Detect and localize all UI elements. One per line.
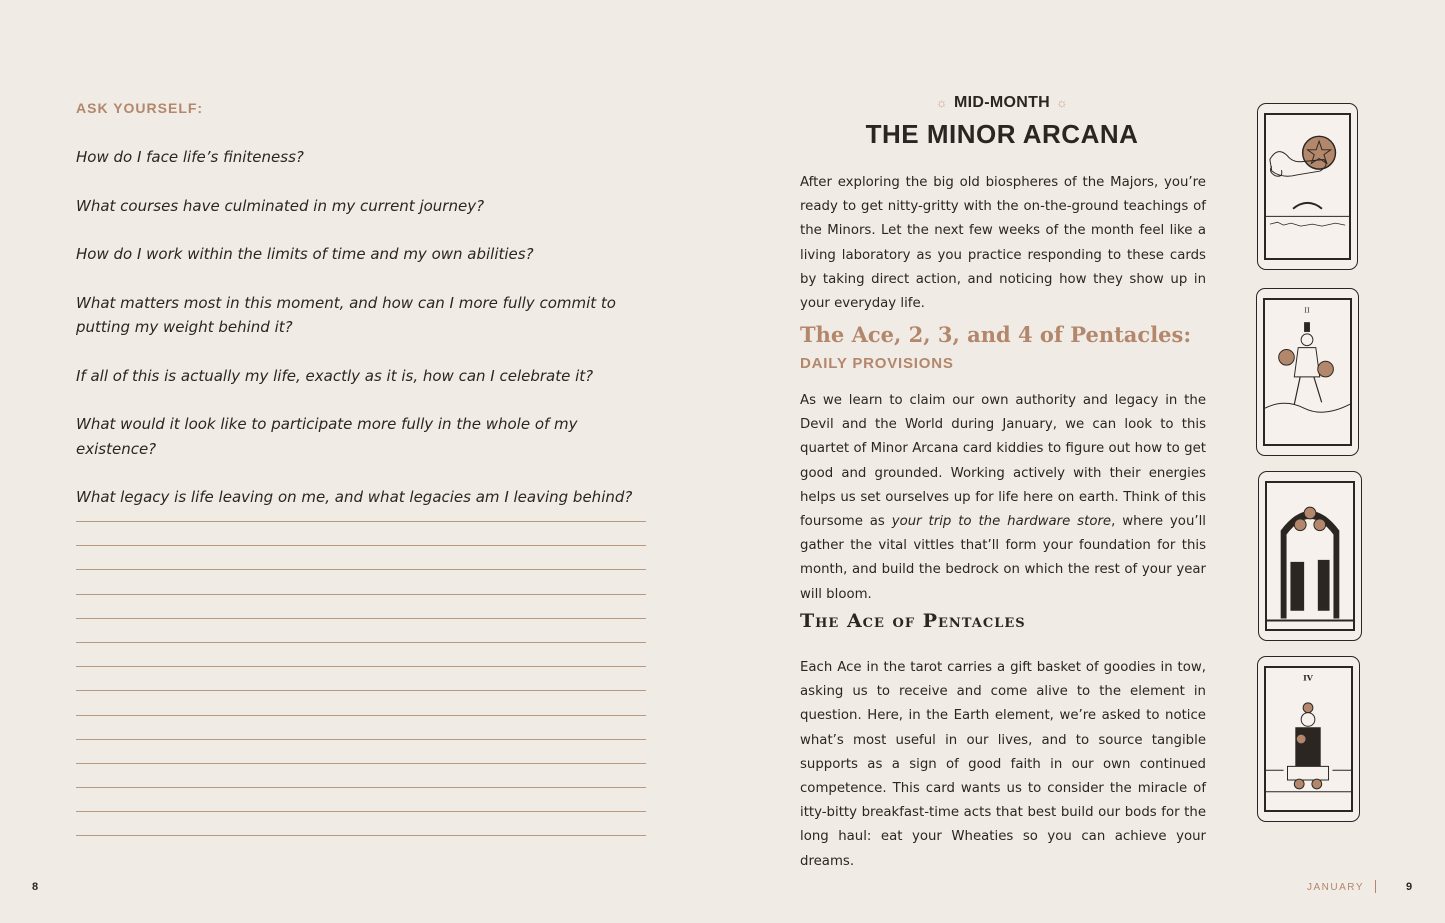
question-item: What would it look like to participate more fully in the whole of my existence? [76, 415, 578, 458]
running-head: JANUARY [1307, 882, 1364, 893]
right-page-number: 9 [1406, 881, 1413, 893]
left-page [0, 0, 722, 923]
ace-paragraph: Each Ace in the tarot carries a gift basket of goodies in tow, asking us to receive and come alive to the element in question. Here, in the Earth element, we’re asked to notice what’s most useful in our lives, and to source tangible supports as a sign of good faith in our own continued competence. This card wants us to consider the miracle of itty-bitty breakfast-time acts that best build our bods for the long haul: eat your Wheaties so you can achieve your dreams. [800, 660, 1206, 869]
writing-line [76, 642, 646, 643]
four-of-pentacles-icon [1266, 668, 1351, 810]
section-paragraph [800, 389, 1206, 607]
journal-writing-lines[interactable] [76, 521, 646, 860]
writing-line [76, 763, 646, 764]
left-page-number: 8 [32, 881, 39, 893]
card-numeral: IV [1303, 673, 1313, 683]
question-list [76, 145, 636, 534]
writing-line [76, 835, 646, 836]
right-page [722, 0, 1445, 923]
section-subheading: DAILY PROVISIONS [800, 355, 954, 372]
sparkle-ornament-icon: ☼ [1056, 95, 1069, 110]
section-text-before: As we learn to claim our own authority and legacy in the Devil and the World during January, we can look to this quartet of Minor Arcana card kiddies to figure out how to get good and grounded. Working actively with their energies helps us set ourselves up for life here on earth. Think of this foursome as [800, 393, 1206, 530]
question-item: How do I work within the limits of time and my own abilities? [76, 245, 534, 263]
ace-of-pentacles-icon [1266, 115, 1349, 258]
ask-yourself-heading: ASK YOURSELF: [76, 100, 204, 116]
card-illustration [1263, 298, 1352, 446]
page-title: THE MINOR ARCANA [865, 119, 1139, 149]
card-illustration [1264, 113, 1351, 260]
writing-line [76, 618, 646, 619]
ace-of-pentacles-card [1257, 103, 1358, 270]
three-of-pentacles-icon [1267, 483, 1353, 629]
folio-divider [1375, 880, 1376, 893]
section-heading: The Ace, 2, 3, and 4 of Pentacles: [800, 322, 1192, 347]
sparkle-ornament-icon: ☼ [935, 95, 948, 110]
section-kicker [722, 94, 1282, 112]
writing-line [76, 811, 646, 812]
four-of-pentacles-card [1257, 656, 1360, 822]
three-of-pentacles-card [1258, 471, 1362, 641]
writing-line [76, 787, 646, 788]
writing-line [76, 739, 646, 740]
card-numeral: II [1304, 306, 1310, 315]
writing-line [76, 715, 646, 716]
section-text-italic: your trip to the hardware store [891, 514, 1112, 530]
writing-line [76, 569, 646, 570]
card-illustration [1265, 481, 1355, 631]
two-of-pentacles-icon [1265, 300, 1350, 444]
two-of-pentacles-card [1256, 288, 1359, 456]
kicker-label: MID-MONTH [953, 94, 1050, 111]
intro-paragraph: After exploring the big old biospheres of the Majors, you’re ready to get nitty-gritty with the on-the-ground teachings of the Minors. Let the next few weeks of the month feel like a living laboratory as you practice responding to these cards by taking direct action, and noticing how they show up in your everyday life. [800, 175, 1206, 312]
writing-line [76, 690, 646, 691]
writing-line [76, 545, 646, 546]
card-illustration [1264, 666, 1353, 812]
ace-heading: The Ace of Pentacles [800, 610, 1026, 632]
question-item: What matters most in this moment, and how can I more fully commit to putting my weight behind it? [76, 293, 616, 336]
question-item: If all of this is actually my life, exactly as it is, how can I celebrate it? [76, 366, 594, 385]
writing-line [76, 594, 646, 595]
section-text-after: , where you’ll gather the vital vittles that’ll form your foundation for this month, and build the bedrock on which the rest of your year will bloom. [800, 514, 1206, 602]
question-item: What courses have culminated in my current journey? [76, 196, 485, 215]
question-item: How do I face life’s finiteness? [76, 148, 304, 166]
writing-line [76, 666, 646, 667]
question-item: What legacy is life leaving on me, and what legacies am I leaving behind? [76, 488, 633, 506]
writing-line [76, 521, 646, 522]
